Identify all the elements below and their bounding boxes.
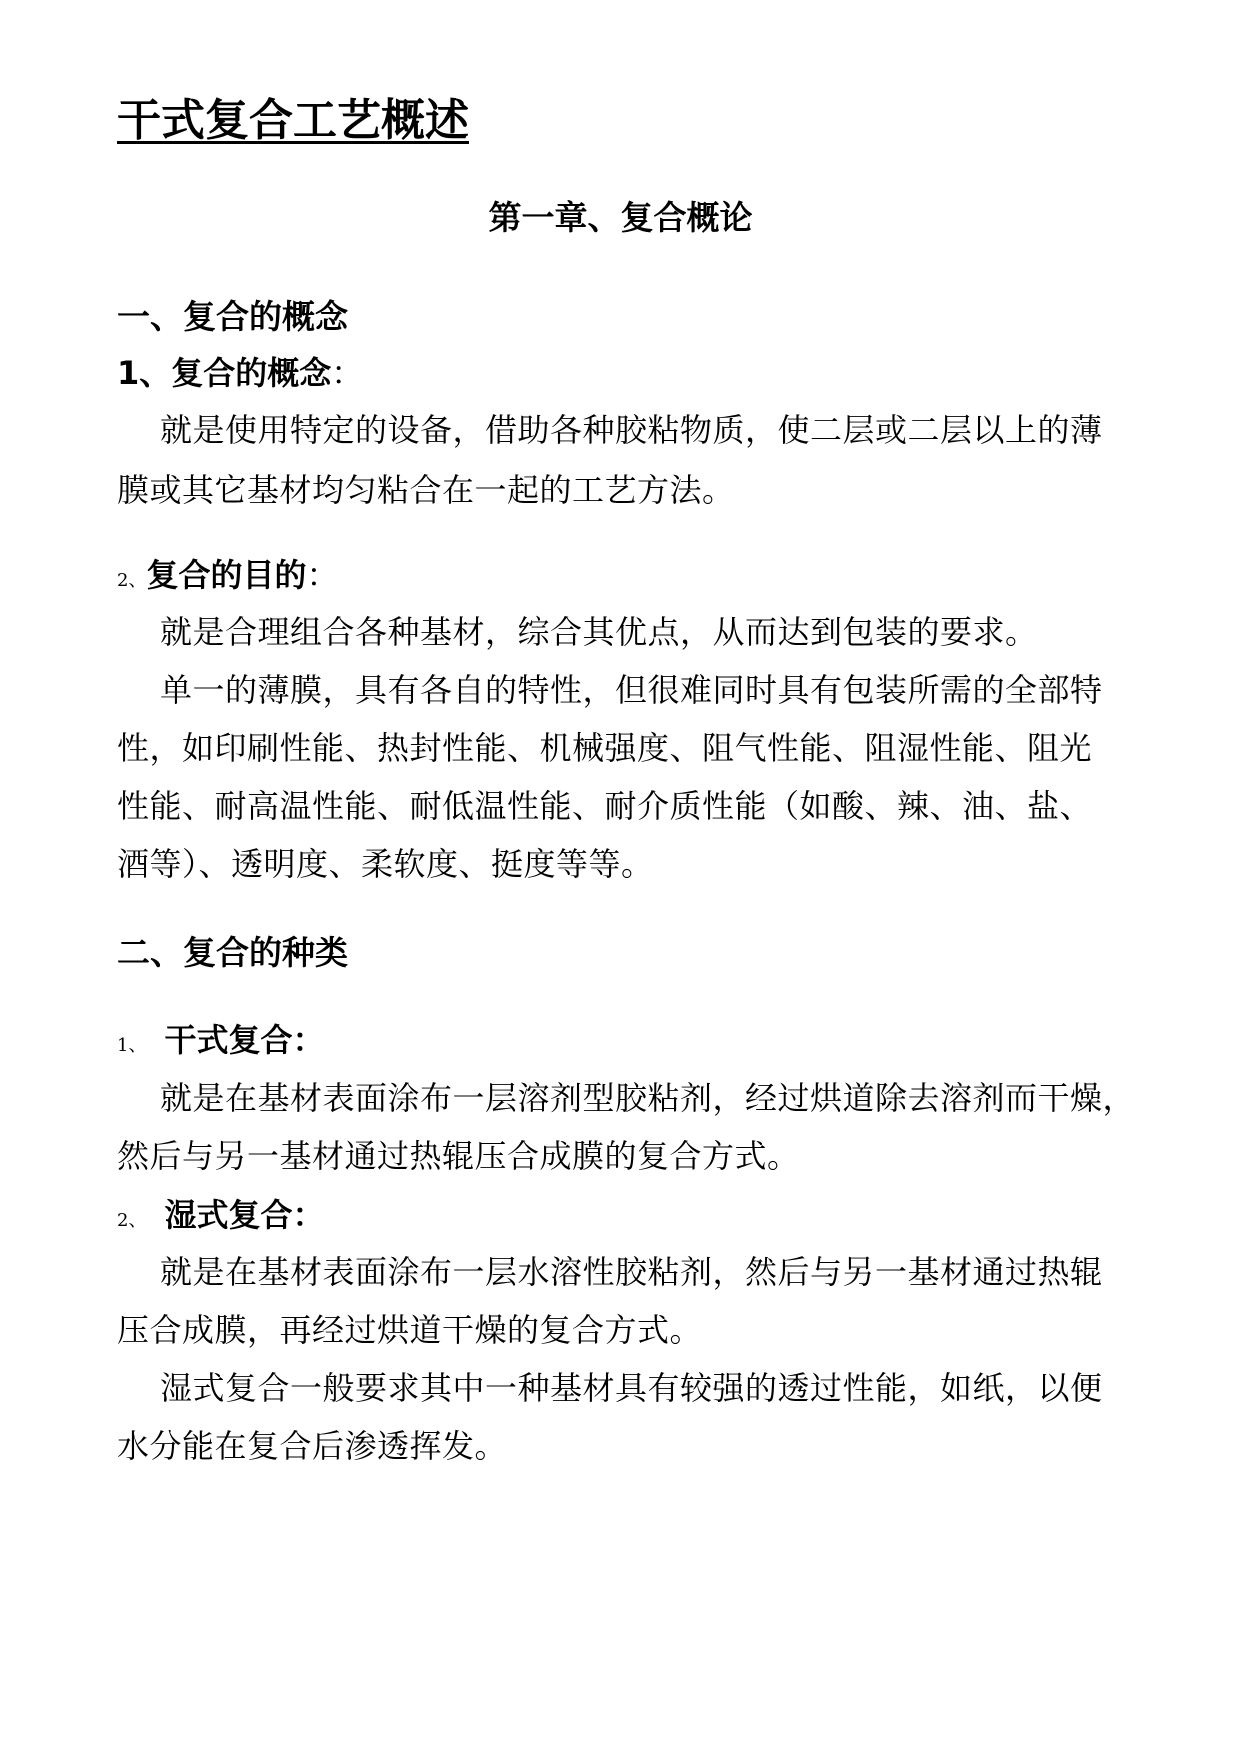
paragraph-line: 就是合理组合各种基材，综合其优点，从而达到包装的要求。 [160,613,1038,651]
subheading-label: 干式复合： [164,1021,325,1059]
subheading-label: 湿式复合： [164,1196,325,1234]
paragraph-line: 性，如印刷性能、热封性能、机械强度、阻气性能、阻湿性能、阻光 [117,729,1093,767]
section-heading-concept: 一、复合的概念 [117,297,348,336]
paragraph-line: 就是在基材表面涂布一层溶剂型胶粘剂，经过烘道除去溶剂而干燥， [160,1079,1136,1117]
paragraph-line: 膜或其它基材均匀粘合在一起的工艺方法。 [117,471,735,509]
paragraph-line: 然后与另一基材通过热辊压合成膜的复合方式。 [117,1137,800,1175]
chapter-title: 第一章、复合概论 [488,198,753,237]
subheading-separator: 、 [128,1035,147,1056]
paragraph-line: 就是使用特定的设备，借助各种胶粘物质，使二层或二层以上的薄 [160,411,1103,449]
subheading-number: 1、 [117,354,172,392]
paragraph-line: 湿式复合一般要求其中一种基材具有较强的透过性能，如纸，以便 [160,1369,1103,1407]
subheading-label: 复合的目的 [146,556,307,594]
subheading-number: 2 [117,570,129,591]
section-heading-types: 二、复合的种类 [117,933,348,972]
document-title: 干式复合工艺概述 [117,95,469,146]
paragraph-line: 就是在基材表面涂布一层水溶性胶粘剂，然后与另一基材通过热辊 [160,1253,1103,1291]
paragraph-line: 单一的薄膜，具有各自的特性，但很难同时具有包装所需的全部特 [160,671,1103,709]
subheading-purpose [117,555,338,601]
subheading-colon: ： [306,556,339,594]
subheading-label: 复合的概念 [171,354,332,392]
subheading-concept [117,353,363,393]
subheading-number: 2 [117,1210,129,1231]
paragraph-line: 性能、耐高温性能、耐低温性能、耐介质性能（如酸、辣、油、盐、 [117,787,1093,825]
subheading-number: 1 [117,1035,129,1056]
subheading-wet-lamination [117,1195,324,1241]
paragraph-line: 压合成膜，再经过烘道干燥的复合方式。 [117,1311,703,1349]
paragraph-line: 酒等）、透明度、柔软度、挺度等等。 [117,845,654,883]
subheading-colon: ： [331,354,364,392]
paragraph-line: 水分能在复合后渗透挥发。 [117,1427,508,1465]
subheading-separator: 、 [128,1210,147,1231]
subheading-separator: 、 [128,570,147,591]
subheading-dry-lamination [117,1020,324,1066]
